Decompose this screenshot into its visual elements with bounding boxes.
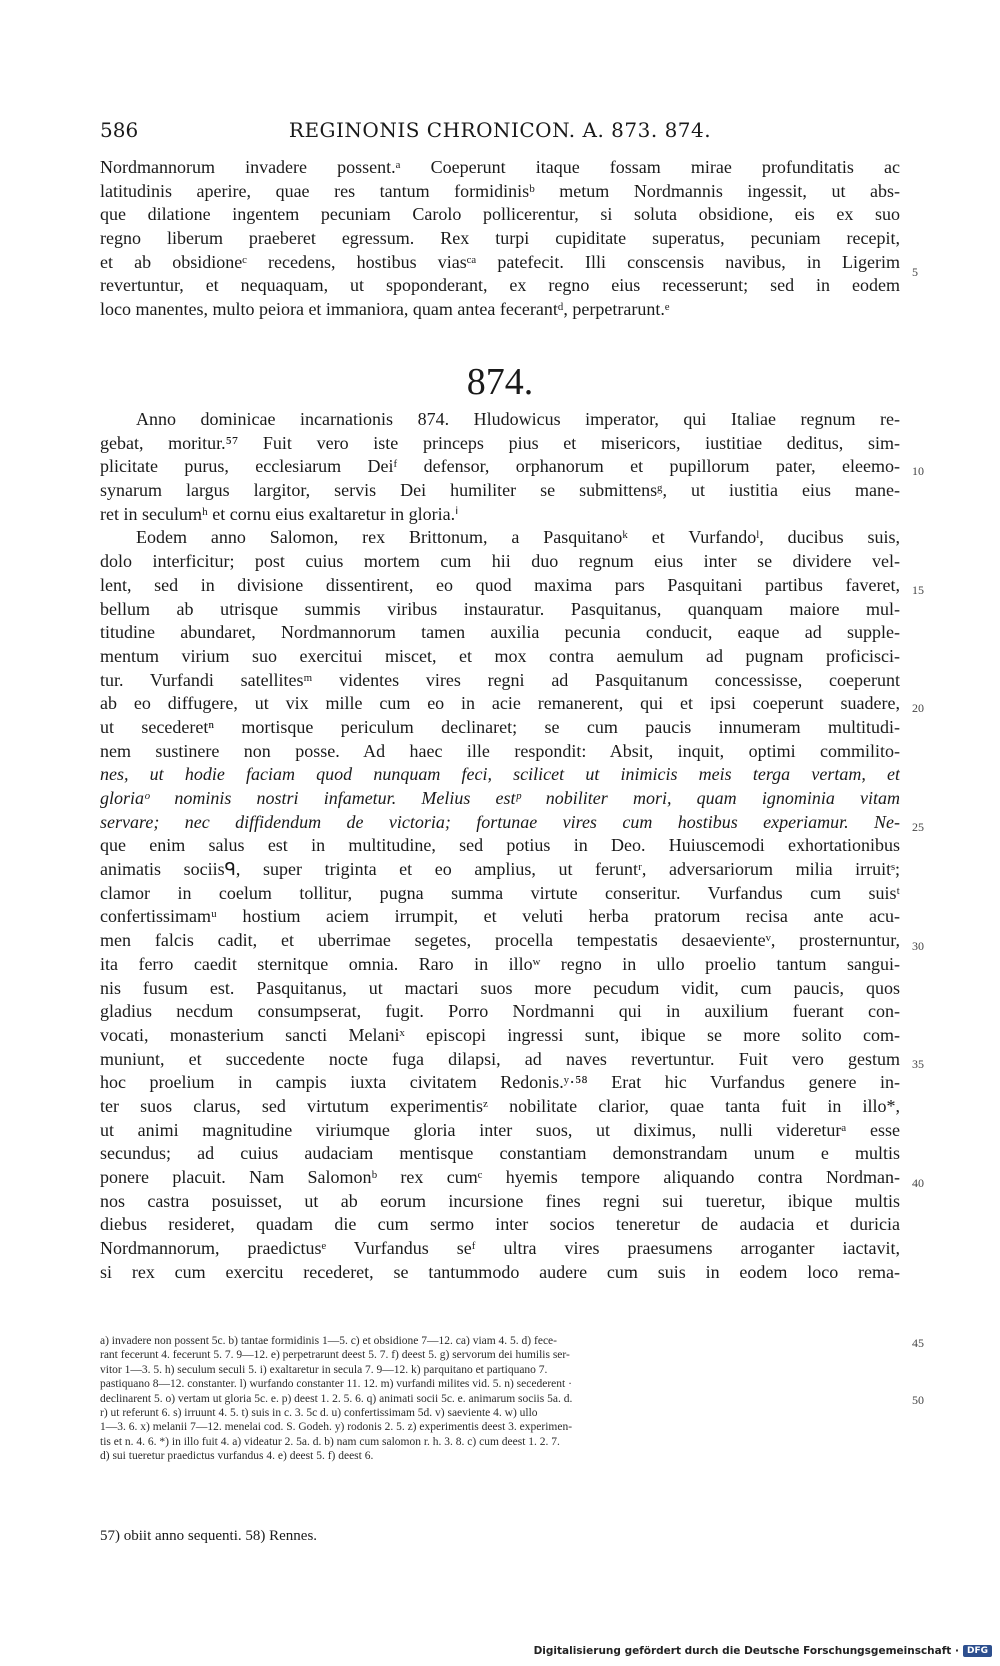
text-line: plicitate purus, ecclesiarum Deiᶠ defensor, orphanorum et pupillorum pater, eleemo-: [100, 456, 900, 477]
text-line: mentum virium suo exercitui miscet, et mox contra aemulum ad pugnam proficisci-: [100, 645, 900, 666]
text-line: ita ferro caedit sternitque omnia. Raro in illoʷ regno in ullo proelio tantum sangui-: [100, 953, 900, 974]
text-line: que enim salus est in multitudine, sed potius in Deo. Huiuscemodi exhortationibus: [100, 835, 900, 856]
text-line: nis fusum est. Pasquitanus, ut mactari suos more pecudum vidit, cum paucis, quos: [100, 977, 900, 998]
critical-apparatus: [100, 1334, 910, 1464]
footnote-line: a) invadere non possent 5c. b) tantae formidinis 1—5. c) et obsidione 7—12. ca) viam 4. 5. d) fece-: [100, 1335, 557, 1347]
year-heading: 874.: [466, 361, 534, 403]
text-line: vocati, monasterium sancti Melaniˣ episcopi ingressi sunt, ibique se more solito com-: [100, 1024, 900, 1045]
running-head: REGINONIS CHRONICON. A. 873. 874.: [288, 118, 712, 142]
text-line: loco manentes, multo peiora et immaniora, quam antea fecerantᵈ, perpetrarunt.ᵉ: [100, 299, 670, 320]
text-block-874: [100, 408, 900, 1284]
text-line: gladius necdum consumpserat, fugit. Porro Nordmanni qui in auxilium fuerant con-: [100, 1001, 900, 1022]
footnote-line: r) ut referunt 6. s) irruunt 4. 5. t) suis in c. 3. 5c d. u) confertissimam 5d. v) saeviente 4. w) ullo: [100, 1406, 538, 1419]
text-line: ter suos clarus, sed virtutum experimentisᶻ nobilitate clarior, quae tanta fuit in illo*,: [100, 1095, 900, 1116]
text-line: hoc proelium in campis iuxta civitatem Redonis.ʸ·⁵⁸ Erat hic Vurfandus genere in-: [100, 1072, 900, 1093]
text-line: ut secederetⁿ mortisque periculum declinaret; se cum paucis innumeram multitudi-: [100, 716, 900, 737]
line-number: 15: [912, 583, 924, 597]
text-line: nem sustinere non posse. Ad haec ille respondit: Absit, inquit, optimi commilito-: [100, 740, 900, 761]
line-number: 45: [912, 1336, 924, 1350]
text-line: si rex cum exercitu recederet, se tantummodo audere cum suis in eodem loco rema-: [100, 1261, 900, 1282]
text-line: confertissimamᵘ hostium aciem irrumpit, et veluti herba pratorum recisa ante acu-: [100, 906, 900, 927]
footnote-line: tis et n. 4. 6. *) in illo fuit 4. a) videatur 2. 5a. d. b) nam cum salomon r. h. 3. 8. c) cum deest 1. 2. 7.: [100, 1435, 560, 1448]
text-line: Nordmannorum, praedictusᵉ Vurfandus seᶠ ultra vires praesumens arroganter iactavit,: [100, 1238, 900, 1259]
page-number: 586: [100, 118, 139, 142]
text-line: Anno dominicae incarnationis 874. Hludowicus imperator, qui Italiae regnum re-: [136, 409, 900, 429]
page-header: [100, 118, 900, 148]
text-line: synarum largus largitor, servis Dei humiliter se submittensᵍ, ut iustitia eius mane-: [100, 480, 900, 501]
text-line: muniunt, et succedente nocte fuga dilapsi, ad naves revertuntur. Fuit vero gestum: [100, 1048, 900, 1069]
footnote-line: pastiquano 8—12. constanter. l) wurfando constanter 11. 12. m) vurfandi milites vid. 5. n) secederent ·: [100, 1378, 572, 1391]
endnotes: 57) obiit anno sequenti. 58) Rennes.: [100, 1528, 318, 1544]
footnote-line: vitor 1—3. 5. h) seculum seculi 5. i) exaltaretur in secula 7. 9—12. k) parquitano et partiquano 7.: [100, 1363, 548, 1376]
text-line: clamor in coelum tollitur, pugna summa virtute conseritur. Vurfandus cum suisᵗ: [100, 882, 900, 903]
line-number: 25: [912, 820, 924, 834]
text-line: et ab obsidioneᶜ recedens, hostibus viasᶜᵃ patefecit. Illi conscensis navibus, in Ligerim: [100, 251, 900, 272]
footnote-line: 1—3. 6. x) melanii 7—12. menelai cod. S. Godeh. y) rodonis 2. 5. z) experimentis deest 3. experimen-: [100, 1421, 573, 1434]
text-line: men falcis cadit, et uberrimae segetes, procella tempestatis desaevienteᵛ, prosternuntur,: [100, 930, 900, 951]
credit-text: Digitalisierung gefördert durch die Deutsche Forschungsgemeinschaft ·: [533, 1645, 959, 1657]
line-number: 40: [912, 1176, 924, 1190]
text-line: nes, ut hodie faciam quod nunquam feci, scilicet ut inimicis meis terga vertam, et: [100, 764, 900, 785]
text-line: ponere placuit. Nam Salomonᵇ rex cumᶜ hyemis tempore aliquando contra Nordman-: [100, 1167, 900, 1187]
text-line: dolo interficitur; post cuius mortem cum hii duo regnum eius inter se dividere vel-: [100, 551, 900, 572]
text-line: lent, sed in divisione dissentirent, eo quod maxima pars Pasquitani partibus faveret,: [100, 574, 900, 595]
text-line: revertuntur, et nequaquam, ut spoponderant, ex regno eius recesserunt; sed in eodem: [100, 275, 900, 296]
line-number: 20: [912, 701, 924, 715]
footnote-line: d) sui tueretur praedictus vurfandus 4. e) deest 5. f) deest 6.: [100, 1450, 374, 1463]
text-line: servare; nec diffidendum de victoria; fortunae vires cum hostibus experiamur. Ne-: [100, 811, 900, 832]
text-line: ut animi magnitudine viriumque gloria inter suos, ut diximus, nulli videreturᵃ esse: [100, 1119, 900, 1140]
line-number: 50: [912, 1393, 924, 1407]
line-number: 10: [912, 464, 924, 478]
text-line: secundus; ad cuius audaciam mentisque constantiam demonstrandam unum e multis: [100, 1143, 900, 1164]
text-line: gloriaᵒ nominis nostri infametur. Melius estᵖ nobiliter mori, quam ignominia vitam: [100, 788, 900, 808]
text-line: tur. Vurfandi satellitesᵐ videntes vires regni ad Pasquitanum concessisse, coeperunt: [100, 669, 900, 690]
line-number: 35: [912, 1057, 924, 1071]
footnote-line: declinarent 5. o) vertam ut gloria 5c. e. p) deest 1. 2. 5. 6. q) animati socii 5c. e. animarum sociis 5a. d.: [100, 1392, 573, 1405]
dfg-logo: DFG: [963, 1645, 992, 1657]
footnote-line: rant fecerunt 4. fecerunt 5. 7. 9—12. e) perpetrarunt deest 5. 7. f) deest 5. g) servorum dei humilis ser-: [100, 1349, 570, 1362]
text-line: nos castra posuisset, ut ab eorum incursione fines regni sui tueretur, ibique multis: [100, 1190, 900, 1211]
text-line: titudine abundaret, Nordmannorum tamen auxilia pecunia conducit, eaque ad supple-: [100, 622, 900, 643]
text-block-873: [100, 156, 900, 322]
digitization-credit: [534, 1642, 992, 1660]
text-line: latitudinis aperire, quae res tantum formidinisᵇ metum Nordmannis ingessit, ut abs-: [100, 180, 900, 201]
line-number: 5: [912, 265, 918, 279]
text-line: bellum ab utrisque summis viribus instauratur. Pasquitanus, quanquam maiore mul-: [100, 598, 900, 619]
text-line: regno liberum praeberet egressum. Rex turpi cupiditate superatus, pecuniam recepit,: [100, 228, 900, 249]
text-line: Eodem anno Salomon, rex Brittonum, a Pasquitanoᵏ et Vurfandoˡ, ducibus suis,: [136, 527, 900, 548]
text-line: ab eo diffugere, ut vix mille cum eo in acie remanerent, qui et ipsi coeperunt suadere,: [100, 693, 900, 714]
text-line: diebus resideret, quadam die cum sermo inter socios teneretur de audacia et duricia: [100, 1214, 900, 1235]
text-line: gebat, moritur.⁵⁷ Fuit vero iste princeps pius et misericors, iustitiae deditus, sim-: [100, 432, 900, 453]
text-line: ret in seculumʰ et cornu eius exaltaretur in gloria.ⁱ: [100, 503, 459, 524]
line-number: 30: [912, 939, 924, 953]
text-line: Nordmannorum invadere possent.ᵃ Coeperunt itaque fossam mirae profunditatis ac: [100, 157, 900, 177]
text-line: animatis sociisᑫ, super triginta et eo amplius, ut feruntʳ, adversariorum milia irruitˢ;: [100, 859, 900, 880]
text-line: que dilatione ingentem pecuniam Carolo pollicerentur, si soluta obsidione, eis ex suo: [100, 204, 900, 225]
